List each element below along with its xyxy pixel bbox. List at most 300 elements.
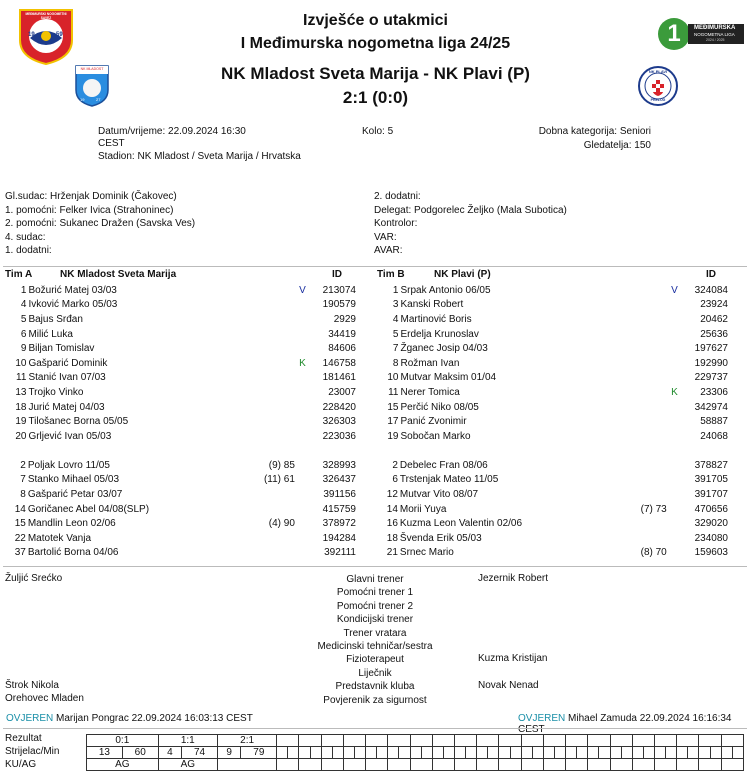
away-head-coach: Jezernik Robert (478, 573, 549, 584)
player-role-mark (669, 546, 683, 561)
player-id: 192990 (694, 357, 728, 369)
player-role-mark (666, 414, 682, 429)
scorer-number-cell: 4 (158, 747, 181, 759)
verification-left (6, 713, 253, 724)
result-score-cell (499, 735, 521, 747)
official-var: VAR: (374, 231, 397, 243)
player-row (375, 531, 730, 546)
ku-ag-cell (321, 759, 343, 771)
team-a-label: Tim A (5, 269, 33, 280)
player-number: 18 (15, 401, 27, 413)
verification-right-text: Mihael Zamuda 22.09.2024 16:16:34 CEST (518, 713, 732, 735)
player-row (375, 516, 730, 531)
scorer-number-cell (499, 747, 510, 759)
player-id: 213074 (322, 284, 356, 296)
official-assistant-1: 1. pomoćni: Felker Ivica (Strahoninec) (5, 204, 174, 216)
scorer-minute-cell (554, 747, 565, 759)
player-name: Stanić Ivan 07/03 (28, 372, 106, 384)
home-crest-year-left: 19 (80, 97, 85, 102)
report-title: Izvješće o utakmici (303, 12, 448, 29)
ku-ag-cell (632, 759, 654, 771)
player-id: 58887 (700, 416, 728, 428)
player-sub-minute (244, 356, 294, 371)
federation-logo-text: MEĐIMURSKI NOGOMETNI SAVEZ (25, 12, 67, 20)
player-id: 2929 (333, 313, 356, 325)
ku-ag-cell (277, 759, 299, 771)
player-name: Martinović Boris (400, 313, 472, 325)
player-id: 328993 (322, 459, 356, 471)
player-sub-minute (244, 283, 294, 298)
scorer-number-cell (366, 747, 377, 759)
ku-ag-cell (455, 759, 477, 771)
ku-ag-cell (299, 759, 321, 771)
player-number: 11 (16, 372, 27, 384)
official-assistant-2: 2. pomoćni: Sukanec Dražen (Savska Ves) (5, 218, 196, 229)
result-row (87, 735, 744, 747)
scorer-minute-cell (310, 747, 321, 759)
player-number: 6 (392, 474, 398, 486)
away-physio: Kuzma Kristijan (478, 653, 548, 664)
scorer-label: Strijelac/Min (5, 746, 60, 757)
player-number: 20 (15, 430, 27, 442)
result-score-cell (543, 735, 565, 747)
player-id: 392111 (324, 547, 356, 559)
result-label: Rezultat (5, 733, 42, 744)
result-score-cell (588, 735, 610, 747)
player-sub-minute: (9) 85 (268, 459, 295, 471)
player-number: 8 (20, 488, 26, 500)
player-role-mark (666, 371, 682, 386)
result-score-cell (388, 735, 410, 747)
player-role-mark (669, 473, 683, 488)
away-crest-text: NK PLAVI (648, 69, 668, 74)
player-id: 197627 (694, 343, 728, 355)
role-assistant-1: Pomoćni trener 1 (336, 587, 414, 599)
player-row (375, 341, 730, 356)
player-role-mark (294, 400, 310, 415)
divider-result (3, 728, 747, 729)
player-role-mark (669, 487, 683, 502)
match-score: 2:1 (0:0) (342, 88, 409, 107)
player-sub-minute (244, 414, 294, 429)
player-number: 5 (392, 328, 399, 340)
player-role-mark (297, 502, 311, 517)
player-row (3, 385, 358, 400)
player-name: Matotek Vanja (27, 532, 92, 544)
role-medic: Medicinski tehničar/sestra (317, 641, 433, 653)
player-number: 14 (386, 503, 398, 515)
player-sub-minute (616, 283, 666, 298)
player-name: Jurić Matej 04/03 (28, 401, 105, 413)
scorer-minute-cell: 74 (182, 747, 218, 759)
player-id: 391707 (694, 488, 728, 500)
home-head-coach: Žuljić Srećko (5, 573, 63, 584)
scorer-minute-cell (510, 747, 521, 759)
ku-ag-cell (499, 759, 521, 771)
official-fourth: 4. sudac: (5, 231, 46, 243)
scorer-number-cell (721, 747, 732, 759)
ku-ag-cell (366, 759, 388, 771)
player-name: Gašparić Petar 03/07 (27, 488, 123, 500)
player-id: 378972 (322, 518, 356, 530)
scorer-number-cell (610, 747, 621, 759)
ku-ag-cell (543, 759, 565, 771)
team-a-subs (3, 458, 358, 560)
scorer-number-cell: 9 (217, 747, 240, 759)
scorer-number-cell (632, 747, 643, 759)
player-id: 378827 (694, 459, 728, 471)
player-row (375, 283, 730, 298)
player-number: 7 (392, 343, 399, 355)
player-sub-minute (243, 546, 297, 561)
player-id: 34419 (328, 328, 356, 340)
scorer-minute-cell (577, 747, 588, 759)
player-id: 24068 (700, 430, 728, 442)
player-role-mark (294, 298, 310, 313)
scorer-minute-cell (355, 747, 366, 759)
verification-right-status: OVJEREN (518, 713, 566, 724)
player-row (3, 473, 358, 488)
result-score-cell (521, 735, 543, 747)
player-row (375, 458, 730, 473)
verification-left-text: Marijan Pongrac 22.09.2024 16:03:13 CEST (56, 713, 253, 724)
player-name: Rožman Ivan (400, 357, 460, 369)
player-role-mark: K (671, 386, 678, 398)
player-role-mark (297, 458, 311, 473)
spectators: Gledatelja: 150 (583, 140, 651, 151)
player-name: Ivković Marko 05/03 (28, 299, 118, 311)
result-grid (86, 734, 744, 771)
player-id: 324084 (694, 284, 728, 296)
player-number: 19 (387, 430, 399, 442)
ku-ag-cell (588, 759, 610, 771)
result-score-cell (566, 735, 588, 747)
verification-right (518, 713, 751, 735)
scorer-number-cell (543, 747, 554, 759)
player-role-mark (297, 487, 311, 502)
player-id: 470656 (694, 503, 728, 515)
away-team-crest (638, 66, 678, 106)
player-name: Srpak Antonio 06/05 (400, 284, 491, 296)
player-name: Kanski Robert (400, 299, 464, 311)
player-row (3, 283, 358, 298)
player-id: 391705 (694, 474, 728, 486)
ku-ag-cell (521, 759, 543, 771)
player-number: 21 (386, 547, 398, 559)
player-name: Žganec Josip 04/03 (400, 343, 488, 355)
player-row (3, 356, 358, 371)
player-sub-minute (243, 487, 297, 502)
player-role-mark (297, 546, 311, 561)
player-sub-minute (616, 429, 666, 444)
player-role-mark (669, 458, 683, 473)
player-number: 7 (20, 474, 26, 486)
player-sub-minute (243, 502, 297, 517)
player-sub-minute (615, 487, 668, 502)
player-id: 326303 (322, 416, 356, 428)
result-score-cell (699, 735, 721, 747)
player-row (375, 312, 730, 327)
home-club-rep: Štrok Nikola (5, 680, 59, 691)
player-id: 194284 (322, 532, 356, 544)
player-row (3, 298, 358, 313)
player-id: 181461 (322, 372, 356, 384)
player-number: 22 (14, 532, 26, 544)
player-row (375, 429, 730, 444)
player-row (375, 414, 730, 429)
player-id: 223036 (322, 430, 356, 442)
official-delegate: Delegat: Podgorelec Željko (Mala Subotica) (374, 204, 567, 216)
player-role-mark (666, 312, 682, 327)
player-sub-minute (244, 400, 294, 415)
player-sub-minute (616, 327, 666, 342)
verification-left-status: OVJEREN (6, 713, 54, 724)
player-role-mark (294, 429, 310, 444)
team-a-starters (3, 283, 358, 444)
player-name: Milić Luka (28, 328, 73, 340)
role-assistant-2: Pomoćni trener 2 (336, 600, 414, 612)
ku-ag-cell (477, 759, 499, 771)
player-id: 234080 (694, 532, 728, 544)
player-role-mark (666, 356, 682, 371)
player-number: 11 (388, 386, 399, 398)
official-avar: AVAR: (374, 245, 403, 256)
ku-ag-cell (721, 759, 743, 771)
match-datetime: Datum/vrijeme: 22.09.2024 16:30 (98, 126, 246, 137)
scorer-number-cell (388, 747, 399, 759)
player-sub-minute: (8) 70 (640, 547, 667, 559)
player-number: 15 (387, 401, 399, 413)
scorer-minute-cell: 60 (122, 747, 158, 759)
player-sub-minute (616, 385, 666, 400)
league-logo (658, 18, 744, 50)
result-score-cell (277, 735, 299, 747)
scorer-minute-cell (688, 747, 699, 759)
player-name: Stanko Mihael 05/03 (27, 474, 120, 486)
team-a-name: NK Mladost Sveta Marija (60, 269, 177, 280)
result-score-cell (477, 735, 499, 747)
player-role-mark (669, 516, 683, 531)
scorer-number-cell (277, 747, 288, 759)
scorer-number-cell (343, 747, 354, 759)
officials-left (5, 190, 195, 258)
player-number: 8 (392, 357, 399, 369)
official-controller: Kontrolor: (374, 218, 418, 229)
match-stadium: Stadion: NK Mladost / Sveta Marija / Hrvatska (98, 151, 301, 162)
role-fitness: Kondicijski trener (336, 614, 414, 626)
scorer-minute-cell (443, 747, 454, 759)
result-score-cell (455, 735, 477, 747)
officials-right (374, 190, 567, 258)
player-name: Tilošanec Borna 05/05 (28, 416, 129, 428)
team-b-id-header: ID (706, 269, 716, 280)
scorer-number-cell (654, 747, 665, 759)
player-role-mark (294, 327, 310, 342)
player-role-mark (666, 298, 682, 313)
player-number: 37 (14, 547, 26, 559)
ku-ag-row (87, 759, 744, 771)
team-b-name: NK Plavi (P) (434, 269, 491, 280)
divider-lineups (3, 266, 747, 267)
player-name: Morii Yuya (399, 503, 447, 515)
player-role-mark (297, 516, 311, 531)
player-id: 342974 (694, 401, 728, 413)
player-name: Trojko Vinko (28, 386, 84, 398)
away-club-rep: Novak Nenad (478, 680, 539, 691)
player-name: Srnec Mario (399, 547, 454, 559)
scorer-number-cell (699, 747, 710, 759)
player-number: 12 (386, 488, 398, 500)
result-score-cell: 1:1 (158, 735, 217, 747)
player-id: 326437 (322, 474, 356, 486)
ku-ag-cell (410, 759, 432, 771)
player-row (3, 458, 358, 473)
player-role-mark (294, 385, 310, 400)
player-role-mark: V (299, 284, 306, 296)
player-role-mark (297, 473, 311, 488)
player-number: 18 (386, 532, 398, 544)
ku-ag-cell: AG (87, 759, 159, 771)
official-additional-2: 2. dodatni: (374, 191, 421, 202)
ku-ag-label: KU/AG (5, 759, 37, 770)
player-sub-minute (616, 298, 666, 313)
player-number: 15 (14, 518, 26, 530)
team-a-id-header: ID (332, 269, 342, 280)
league-logo-line2: NOGOMETNA LIGA (694, 32, 735, 37)
player-role-mark: K (299, 357, 306, 369)
result-score-cell (721, 735, 743, 747)
official-additional-1: 1. dodatni: (5, 245, 52, 256)
league-logo-line3: 2024 / 2025 (706, 38, 725, 42)
player-id: 23007 (328, 386, 356, 398)
scorer-number-cell (588, 747, 599, 759)
player-row (3, 487, 358, 502)
player-number: 9 (20, 343, 27, 355)
player-role-mark (294, 341, 310, 356)
player-row (375, 546, 730, 561)
scorer-minute-cell (599, 747, 610, 759)
player-number: 5 (20, 313, 27, 325)
player-row (375, 298, 730, 313)
player-id: 20462 (700, 313, 728, 325)
result-score-cell (432, 735, 454, 747)
player-number: 6 (20, 328, 27, 340)
player-sub-minute (616, 371, 666, 386)
result-score-cell (610, 735, 632, 747)
team-b-label: Tim B (377, 269, 405, 280)
ku-ag-cell (343, 759, 365, 771)
player-id: 84606 (328, 343, 356, 355)
player-row (3, 371, 358, 386)
player-row (3, 414, 358, 429)
player-number: 17 (387, 416, 399, 428)
player-id: 415759 (322, 503, 356, 515)
player-id: 190579 (322, 299, 356, 311)
result-score-cell (321, 735, 343, 747)
player-role-mark (666, 400, 682, 415)
player-sub-minute (244, 371, 294, 386)
player-row (375, 473, 730, 488)
player-number: 2 (20, 459, 26, 471)
player-sub-minute (244, 327, 294, 342)
divider-staff (3, 566, 747, 567)
result-score-cell: 0:1 (87, 735, 159, 747)
player-name: Biljan Tomislav (28, 343, 95, 355)
scorer-minute-cell (332, 747, 343, 759)
league-logo-line1: MEĐIMURSKA (694, 25, 736, 31)
player-row (3, 502, 358, 517)
player-sub-minute (616, 356, 666, 371)
player-name: Poljak Lovro 11/05 (27, 459, 110, 471)
player-name: Perčić Niko 08/05 (400, 401, 479, 413)
player-row (375, 385, 730, 400)
match-title: NK Mladost Sveta Marija - NK Plavi (P) (221, 64, 530, 83)
player-sub-minute (615, 516, 668, 531)
scorer-number-cell (455, 747, 466, 759)
player-id: 25636 (700, 328, 728, 340)
player-row (3, 531, 358, 546)
scorer-number-cell (410, 747, 421, 759)
player-role-mark (294, 371, 310, 386)
player-sub-minute (244, 312, 294, 327)
ku-ag-cell (217, 759, 276, 771)
role-gk-coach: Trener vratara (343, 627, 407, 639)
scorer-number-cell (521, 747, 532, 759)
player-role-mark (297, 531, 311, 546)
player-sub-minute (244, 429, 294, 444)
player-row (375, 327, 730, 342)
result-score-cell: 2:1 (217, 735, 276, 747)
scorer-number-cell (566, 747, 577, 759)
match-round: Kolo: 5 (362, 126, 394, 137)
player-sub-minute (616, 414, 666, 429)
scorer-number-cell (321, 747, 332, 759)
player-role-mark (666, 327, 682, 342)
scorer-number-cell (299, 747, 310, 759)
result-score-cell (677, 735, 699, 747)
player-row (375, 356, 730, 371)
official-main-referee: Gl.sudac: Hrženjak Dominik (Čakovec) (5, 191, 177, 202)
home-crest-text: NK MLADOST (80, 67, 104, 71)
role-doctor: Liječnik (358, 667, 392, 679)
scorer-row (87, 747, 744, 759)
player-name: Bartolić Borna 04/06 (27, 547, 119, 559)
scorer-minute-cell (666, 747, 677, 759)
player-name: Kuzma Leon Valentin 02/06 (399, 518, 523, 530)
player-row (375, 502, 730, 517)
player-id: 229737 (694, 372, 728, 384)
scorer-number-cell: 13 (87, 747, 123, 759)
player-number: 10 (387, 372, 399, 384)
role-physio: Fizioterapeut (346, 654, 404, 666)
player-sub-minute (616, 341, 666, 356)
ku-ag-cell (654, 759, 676, 771)
player-id: 146758 (322, 357, 356, 369)
player-row (3, 400, 358, 415)
player-name: Trstenjak Mateo 11/05 (399, 474, 499, 486)
result-score-cell (343, 735, 365, 747)
player-role-mark (294, 312, 310, 327)
ku-ag-cell (388, 759, 410, 771)
scorer-minute-cell (377, 747, 388, 759)
player-name: Gašparić Dominik (28, 357, 108, 369)
player-id: 329020 (694, 518, 728, 530)
player-row (3, 341, 358, 356)
ku-ag-cell (610, 759, 632, 771)
player-name: Nerer Tomica (400, 386, 460, 398)
player-row (375, 487, 730, 502)
federation-logo-year-left: 19 (28, 32, 35, 38)
